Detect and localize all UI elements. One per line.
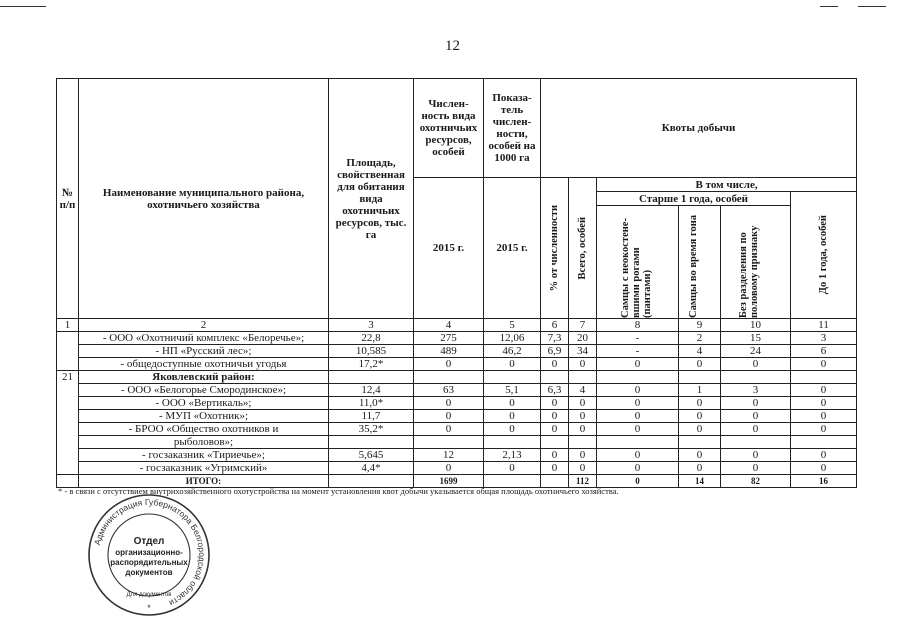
cell-area: 22,8 <box>329 332 414 345</box>
column-number-2: 2 <box>79 319 329 332</box>
table-row <box>57 423 857 436</box>
cell-horns: 0 <box>597 449 679 462</box>
cell-young: 6 <box>791 345 857 358</box>
cell-nosex <box>721 436 791 449</box>
cell-total: 34 <box>569 345 597 358</box>
official-stamp <box>86 492 212 618</box>
table-row <box>57 436 857 449</box>
stamp-ring-text: Администрация Губернатора Белгородской области <box>92 496 208 609</box>
cell-young: 0 <box>791 462 857 475</box>
cell-total <box>569 371 597 384</box>
header-pct: % от численности <box>549 204 560 292</box>
cell-idx: 2,13 <box>484 449 541 462</box>
cell-abund: 489 <box>414 345 484 358</box>
stamp-bottom-text: Для документов <box>126 592 172 598</box>
header-year-b: 2015 г. <box>484 178 541 319</box>
header-young: До 1 года, особей <box>818 215 830 295</box>
district-number: 21 <box>57 371 79 475</box>
cell-rut: 0 <box>679 410 721 423</box>
header-area: Площадь, свойственная для обитания вида охотничьих ресурсов, тыс. га <box>329 79 414 319</box>
cell-abund <box>414 436 484 449</box>
column-number-10: 10 <box>721 319 791 332</box>
total-label: ИТОГО: <box>79 475 329 488</box>
column-number-9: 9 <box>679 319 721 332</box>
scan-edge-left <box>0 6 46 7</box>
cell-horns <box>597 371 679 384</box>
column-number-8: 8 <box>597 319 679 332</box>
table-row <box>57 332 857 345</box>
header-row-1 <box>57 79 857 178</box>
stamp-line: документов <box>125 568 173 577</box>
cell-total: 0 <box>569 397 597 410</box>
cell-idx: 12,06 <box>484 332 541 345</box>
cell-area: 11,7 <box>329 410 414 423</box>
quota-table <box>56 78 857 488</box>
hunting-farm-name: - госзаказник «Угримский» <box>79 462 329 475</box>
page-number: 12 <box>445 38 460 54</box>
header-nosex: Без разделения по половому признаку <box>737 225 760 318</box>
total-horns: 0 <box>597 475 679 488</box>
header-rut: Самцы во время гона <box>687 214 699 318</box>
column-number-row <box>57 319 857 332</box>
footnote: * - в связи с отсутствием внутрихозяйственного охотустройства на момент установления квот добычи указывается общая площадь охотничьего хозяйства. <box>58 486 619 496</box>
cell-horns: 0 <box>597 462 679 475</box>
cell-rut: 2 <box>679 332 721 345</box>
cell-rut: 0 <box>679 358 721 371</box>
cell-nosex: 0 <box>721 423 791 436</box>
cell-young <box>791 436 857 449</box>
hunting-farm-name: - госзаказник «Тириечье»; <box>79 449 329 462</box>
cell-abund: 12 <box>414 449 484 462</box>
cell-nosex: 0 <box>721 410 791 423</box>
cell-total: 0 <box>569 358 597 371</box>
cell-abund: 275 <box>414 332 484 345</box>
table-row <box>57 345 857 358</box>
cell-idx <box>484 436 541 449</box>
column-number-11: 11 <box>791 319 857 332</box>
group-a <box>57 332 857 371</box>
stamp-line: Отдел <box>133 536 165 547</box>
total-nosex: 82 <box>721 475 791 488</box>
header-older: Старше 1 года, особей <box>597 192 791 206</box>
column-number-1: 1 <box>57 319 79 332</box>
column-number-3: 3 <box>329 319 414 332</box>
stamp-line: организационно- <box>115 548 183 557</box>
cell-pct: 0 <box>541 410 569 423</box>
hunting-farm-name: - БРОО «Общество охотников и <box>79 423 329 436</box>
hunting-farm-name: - НП «Русский лес»; <box>79 345 329 358</box>
stamp-line: распорядительных <box>110 558 188 567</box>
cell-abund <box>414 371 484 384</box>
cell-area: 4,4* <box>329 462 414 475</box>
cell-total: 0 <box>569 449 597 462</box>
stamp-seal <box>86 492 212 618</box>
cell-horns: 0 <box>597 423 679 436</box>
header-abundance: Числен-ность вида охотничьих ресурсов, особей <box>414 79 484 178</box>
hunting-farm-name: - ООО «Охотничий комплекс «Белоречье»; <box>79 332 329 345</box>
header-total-cell <box>569 178 597 319</box>
cell-abund: 0 <box>414 397 484 410</box>
cell-pct: 0 <box>541 449 569 462</box>
hunting-farm-name: - общедоступные охотничьи угодья <box>79 358 329 371</box>
cell-total: 20 <box>569 332 597 345</box>
cell-total: 0 <box>569 462 597 475</box>
table-row <box>57 410 857 423</box>
cell-young: 0 <box>791 449 857 462</box>
cell-horns: 0 <box>597 358 679 371</box>
total-abund: 1699 <box>414 475 484 488</box>
cell-nosex: 0 <box>721 358 791 371</box>
row-number <box>57 332 79 371</box>
column-number-5: 5 <box>484 319 541 332</box>
cell-rut: 0 <box>679 449 721 462</box>
svg-text:*: * <box>147 603 151 613</box>
column-number-6: 6 <box>541 319 569 332</box>
table-row <box>57 449 857 462</box>
cell-young: 3 <box>791 332 857 345</box>
group-b <box>57 371 857 475</box>
cell-idx: 0 <box>484 462 541 475</box>
cell-pct: 6,9 <box>541 345 569 358</box>
header-rut-cell <box>679 206 721 319</box>
cell-area: 5,645 <box>329 449 414 462</box>
cell-abund: 0 <box>414 358 484 371</box>
cell-nosex: 24 <box>721 345 791 358</box>
cell-pct <box>541 436 569 449</box>
cell-total: 0 <box>569 423 597 436</box>
district-name: Яковлевский район: <box>79 371 329 384</box>
cell-idx: 0 <box>484 410 541 423</box>
cell-pct: 0 <box>541 423 569 436</box>
cell-nosex <box>721 371 791 384</box>
cell-pct: 0 <box>541 358 569 371</box>
cell-pct: 7,3 <box>541 332 569 345</box>
header-young-cell <box>791 192 857 319</box>
header-year-a: 2015 г. <box>414 178 484 319</box>
total-total: 112 <box>569 475 597 488</box>
header-quota: Квоты добычи <box>541 79 857 178</box>
scan-edge-right <box>820 6 838 7</box>
total-rut: 14 <box>679 475 721 488</box>
cell-young: 0 <box>791 423 857 436</box>
cell-idx <box>484 371 541 384</box>
header-num: № п/п <box>57 79 79 319</box>
cell-area <box>329 371 414 384</box>
header-nosex-cell <box>721 206 791 319</box>
header-name: Наименование муниципального района, охотничьего хозяйства <box>79 79 329 319</box>
hunting-farm-name: - ООО «Белогорье Смородинское»; <box>79 384 329 397</box>
cell-rut: 0 <box>679 462 721 475</box>
cell-abund: 0 <box>414 410 484 423</box>
cell-total: 4 <box>569 384 597 397</box>
table-row <box>57 397 857 410</box>
cell-young <box>791 371 857 384</box>
cell-young: 0 <box>791 410 857 423</box>
cell-young: 0 <box>791 384 857 397</box>
header-total: Всего, особей <box>577 216 588 280</box>
stamp-center-text <box>110 536 188 577</box>
cell-horns: 0 <box>597 384 679 397</box>
scan-edge-right-2 <box>858 6 886 7</box>
header-horns: Самцы с неокостене-вшими рогами (пантами) <box>619 218 653 318</box>
cell-area: 12,4 <box>329 384 414 397</box>
cell-rut <box>679 436 721 449</box>
cell-idx: 0 <box>484 397 541 410</box>
cell-nosex: 3 <box>721 384 791 397</box>
cell-idx: 0 <box>484 358 541 371</box>
cell-area <box>329 436 414 449</box>
cell-abund: 63 <box>414 384 484 397</box>
cell-area: 10,585 <box>329 345 414 358</box>
cell-nosex: 0 <box>721 449 791 462</box>
cell-pct: 0 <box>541 462 569 475</box>
cell-pct: 6,3 <box>541 384 569 397</box>
cell-nosex: 0 <box>721 397 791 410</box>
cell-rut: 0 <box>679 423 721 436</box>
cell-area: 35,2* <box>329 423 414 436</box>
header-horns-cell <box>597 206 679 319</box>
cell-rut: 4 <box>679 345 721 358</box>
cell-area: 17,2* <box>329 358 414 371</box>
cell-abund: 0 <box>414 462 484 475</box>
cell-total <box>569 436 597 449</box>
cell-total: 0 <box>569 410 597 423</box>
cell-idx: 0 <box>484 423 541 436</box>
column-number-4: 4 <box>414 319 484 332</box>
cell-horns: - <box>597 332 679 345</box>
hunting-farm-name: - МУП «Охотник»; <box>79 410 329 423</box>
header-pct-cell <box>541 178 569 319</box>
cell-rut: 1 <box>679 384 721 397</box>
hunting-farm-name: рыболовов»; <box>79 436 329 449</box>
cell-idx: 46,2 <box>484 345 541 358</box>
cell-area: 11,0* <box>329 397 414 410</box>
district-row <box>57 371 857 384</box>
cell-idx: 5,1 <box>484 384 541 397</box>
cell-young: 0 <box>791 397 857 410</box>
header-incl: В том числе, <box>597 178 857 192</box>
hunting-farm-name: - ООО «Вертикаль»; <box>79 397 329 410</box>
column-number-7: 7 <box>569 319 597 332</box>
cell-horns: - <box>597 345 679 358</box>
table-row <box>57 384 857 397</box>
cell-abund: 0 <box>414 423 484 436</box>
table-row <box>57 462 857 475</box>
cell-pct <box>541 371 569 384</box>
cell-pct: 0 <box>541 397 569 410</box>
table-row <box>57 358 857 371</box>
cell-horns: 0 <box>597 410 679 423</box>
cell-nosex: 15 <box>721 332 791 345</box>
total-young: 16 <box>791 475 857 488</box>
cell-rut: 0 <box>679 397 721 410</box>
header-index: Показа-тель числен-ности, особей на 1000 га <box>484 79 541 178</box>
cell-horns: 0 <box>597 397 679 410</box>
cell-horns <box>597 436 679 449</box>
cell-rut <box>679 371 721 384</box>
cell-nosex: 0 <box>721 462 791 475</box>
cell-young: 0 <box>791 358 857 371</box>
